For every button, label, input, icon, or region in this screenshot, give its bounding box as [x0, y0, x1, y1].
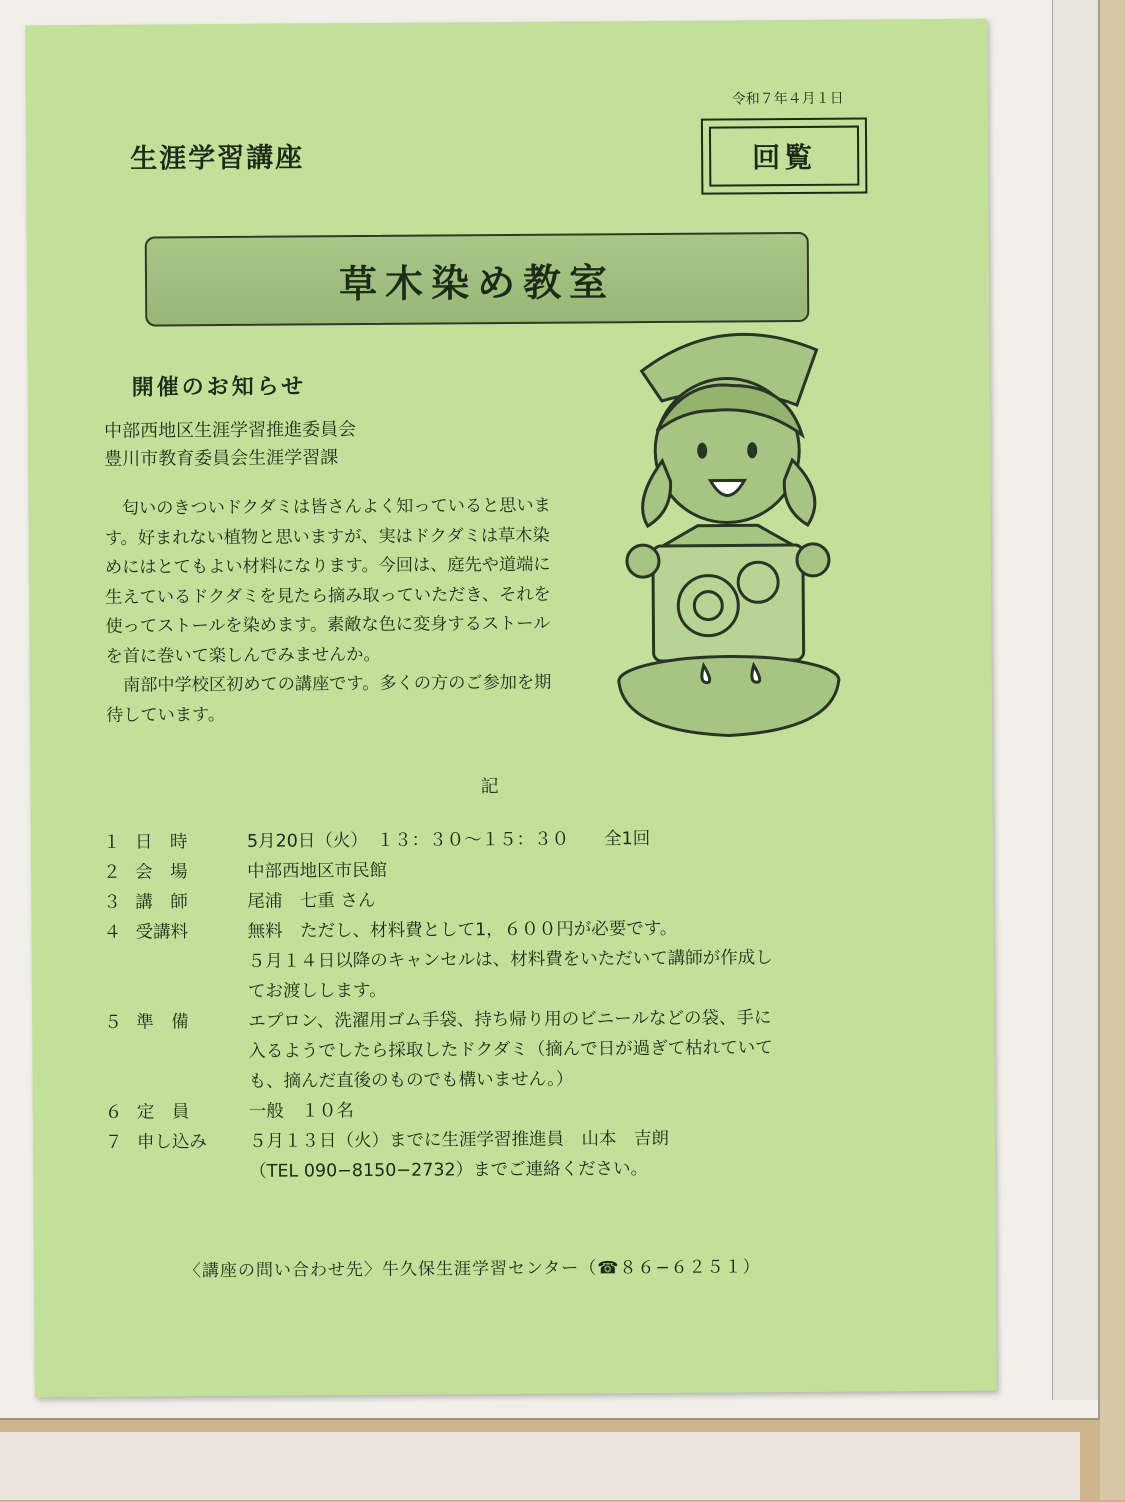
detail-value: エプロン、洗濯用ゴム手袋、持ち帰り用のビニールなどの袋、手に — [248, 1008, 772, 1032]
detail-row — [103, 823, 807, 858]
detail-label: 準 備 — [136, 1012, 189, 1033]
detail-value: 尾浦 七重 さん — [247, 890, 376, 912]
detail-number: ５ — [104, 1012, 122, 1033]
detail-value: （TEL 090−8150−2732）までご連絡ください。 — [249, 1159, 649, 1182]
detail-label: 定 員 — [136, 1102, 190, 1123]
detail-value: ５月１３日（火）までに生涯学習推進員 山本 吉朗 — [248, 1128, 670, 1152]
detail-row — [104, 943, 808, 978]
detail-number — [104, 978, 136, 1008]
ki-mark: 記 — [480, 776, 499, 798]
detail-label — [137, 1067, 249, 1098]
detail-number: ３ — [103, 892, 121, 913]
organizer-2: 豊川市教育委員会生涯学習課 — [104, 447, 339, 470]
detail-number — [104, 1038, 136, 1068]
notice-heading: 開催のお知らせ — [131, 374, 307, 401]
detail-row — [103, 853, 807, 888]
lower-paper — [0, 1432, 1080, 1500]
detail-number — [105, 1158, 137, 1188]
detail-label: 申し込み — [136, 1132, 208, 1153]
detail-row — [105, 1093, 809, 1128]
detail-label: 受講料 — [135, 922, 189, 943]
series-title: 生涯学習講座 — [130, 142, 305, 175]
flyer-title: 草木染め教室 — [145, 232, 810, 327]
detail-number — [104, 948, 136, 978]
detail-value: ５月１４日以降のキャンセルは、材料費をいただいて講師が作成し — [247, 948, 773, 972]
intro-paragraph: 匂いのきついドクダミは皆さんよく知っていると思います。好まれない植物と思いますが、実はドクダミは草木染めにはとてもよい材料になります。今回は、庭先や道端に生えているドクダミを見たら摘み取っていただき、それを使ってストールを染めます。素敵な色に変身するストールを首に巻いて楽しんでみませんか。 — [104, 495, 551, 667]
detail-value: も、摘んだ直後のものでも構いません。） — [248, 1069, 574, 1092]
issue-date: 令和７年４月１日 — [731, 90, 844, 108]
detail-row — [104, 973, 808, 1008]
detail-label: 講 師 — [135, 892, 188, 913]
detail-value: 入るようでしたら採取したドクダミ（摘んで日が過ぎて枯れていて — [248, 1038, 773, 1062]
detail-row — [105, 1153, 809, 1188]
board-edge — [1098, 0, 1125, 1500]
detail-label — [136, 1037, 248, 1068]
detail-value: 一般 １０名 — [248, 1101, 354, 1122]
details-list — [103, 823, 809, 1188]
detail-value: 5月20日（火） １３：３０〜１５：３０ 全1回 — [246, 829, 651, 852]
detail-number: ４ — [103, 922, 122, 943]
girl-dyeing-illustration — [601, 310, 854, 742]
contact-footer: 〈講座の問い合わせ先〉牛久保生涯学習センター（☎８６−６２５１） — [183, 1257, 761, 1282]
detail-row — [103, 883, 807, 918]
detail-number: １ — [102, 832, 121, 853]
detail-row — [105, 1063, 809, 1098]
detail-label — [137, 1157, 249, 1188]
detail-label: 日 時 — [134, 832, 188, 853]
detail-number: ７ — [104, 1132, 123, 1153]
detail-row — [104, 1033, 808, 1068]
circulation-stamp: 回覧 — [709, 126, 859, 187]
detail-label — [136, 947, 248, 978]
detail-label: 会 場 — [135, 862, 188, 883]
detail-value: 中部西地区市民館 — [247, 860, 388, 882]
detail-value: 無料 ただし、材料費として1，６００円が必要です。 — [247, 918, 678, 942]
detail-row — [105, 1123, 809, 1158]
underlying-sheet — [1052, 0, 1101, 1400]
organizer-1: 中部西地区生涯学習推進委員会 — [103, 419, 357, 442]
detail-row — [103, 913, 807, 948]
detail-label — [136, 977, 248, 1008]
detail-row — [104, 1003, 808, 1038]
intro-text — [105, 492, 565, 731]
flyer — [25, 19, 997, 1398]
detail-number: ２ — [103, 862, 121, 883]
detail-number: ６ — [104, 1102, 123, 1123]
detail-value: てお渡しします。 — [247, 980, 387, 1002]
intro-paragraph: 南部中学校区初めての講座です。多くの方のご参加を期待しています。 — [105, 672, 552, 726]
detail-number — [105, 1068, 137, 1098]
